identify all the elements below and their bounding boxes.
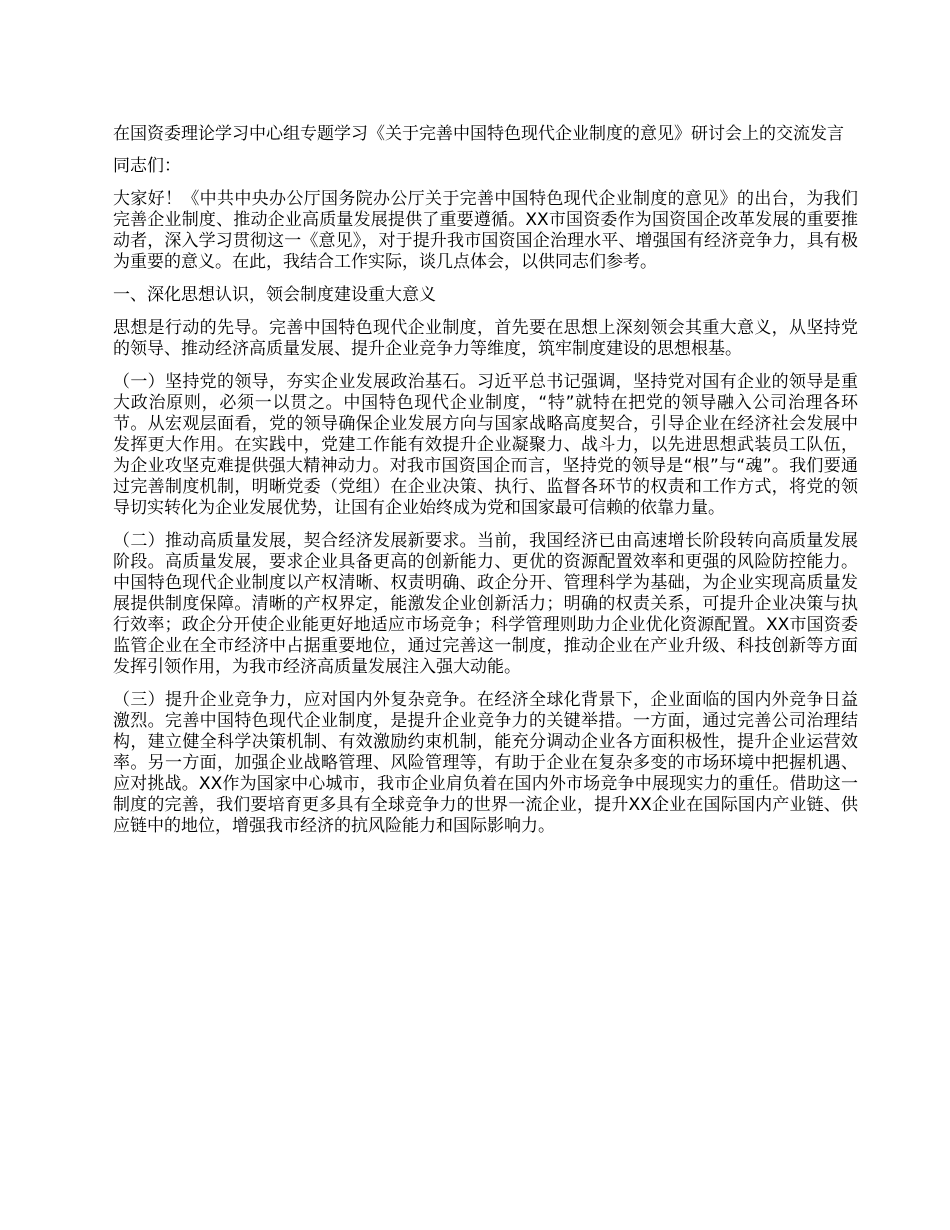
point-one-paragraph: （一）坚持党的领导，夯实企业发展政治基石。习近平总书记强调，坚持党对国有企业的领导是重大政治原则，必须一以贯之。中国特色现代企业制度，“特”就特在把党的领导融入公司治理各环节。从宏观层面看，党的领导确保企业发展方向与国家战略高度契合，引导企业在经济社会发展中发挥更大作用。在实践中，党建工作能有效提升企业凝聚力、战斗力，以先进思想武装员工队伍，为企业攻坚克难提供强大精神动力。对我市国资国企而言，坚持党的领导是“根”与“魂”。我们要通过完善制度机制，明晰党委（党组）在企业决策、执行、监督各环节的权责和工作方式，将党的领导切实转化为企业发展优势，让国有企业始终成为党和国家最可信赖的依靠力量。 <box>113 372 858 518</box>
salutation: 同志们： <box>113 156 181 176</box>
point-three-paragraph: （三）提升企业竞争力，应对国内外复杂竞争。在经济全球化背景下，企业面临的国内外竞争日益激烈。完善中国特色现代企业制度，是提升企业竞争力的关键举措。一方面，通过完善公司治理结构，建立健全科学决策机制、有效激励约束机制，能充分调动企业各方面积极性，提升企业运营效率。另一方面，加强企业战略管理、风险管理等，有助于企业在复杂多变的市场环境中把握机遇、应对挑战。XX作为国家中心城市，我市企业肩负着在国内外市场竞争中展现实力的重任。借助这一制度的完善，我们要培育更多具有全球竞争力的世界一流企业，提升XX企业在国际国内产业链、供应链中的地位，增强我市经济的抗风险能力和国际影响力。 <box>113 690 858 836</box>
document-page <box>113 124 858 849</box>
section-heading: 一、深化思想认识，领会制度建设重大意义 <box>113 285 436 305</box>
document-title: 在国资委理论学习中心组专题学习《关于完善中国特色现代企业制度的意见》研讨会上的交流发言 <box>113 124 844 144</box>
section-intro-paragraph: 思想是行动的先导。完善中国特色现代企业制度，首先要在思想上深刻领会其重大意义，从坚持党的领导、推动经济高质量发展、提升企业竞争力等维度，筑牢制度建设的思想根基。 <box>113 318 858 359</box>
intro-paragraph: 大家好！《中共中央办公厅国务院办公厅关于完善中国特色现代企业制度的意见》的出台，为我们完善企业制度、推动企业高质量发展提供了重要遵循。XX市国资委作为国资国企改革发展的重要推动者，深入学习贯彻这一《意见》，对于提升我市国资国企治理水平、增强国有经济竞争力，具有极为重要的意义。在此，我结合工作实际，谈几点体会，以供同志们参考。 <box>113 189 858 272</box>
point-two-paragraph: （二）推动高质量发展，契合经济发展新要求。当前，我国经济已由高速增长阶段转向高质量发展阶段。高质量发展，要求企业具备更高的创新能力、更优的资源配置效率和更强的风险防控能力。中国特色现代企业制度以产权清晰、权责明确、政企分开、管理科学为基础，为企业实现高质量发展提供制度保障。清晰的产权界定，能激发企业创新活力；明确的权责关系，可提升企业决策与执行效率；政企分开使企业能更好地适应市场竞争；科学管理则助力企业优化资源配置。XX市国资委监管企业在全市经济中占据重要地位，通过完善这一制度，推动企业在产业升级、科技创新等方面发挥引领作用，为我市经济高质量发展注入强大动能。 <box>113 531 858 677</box>
